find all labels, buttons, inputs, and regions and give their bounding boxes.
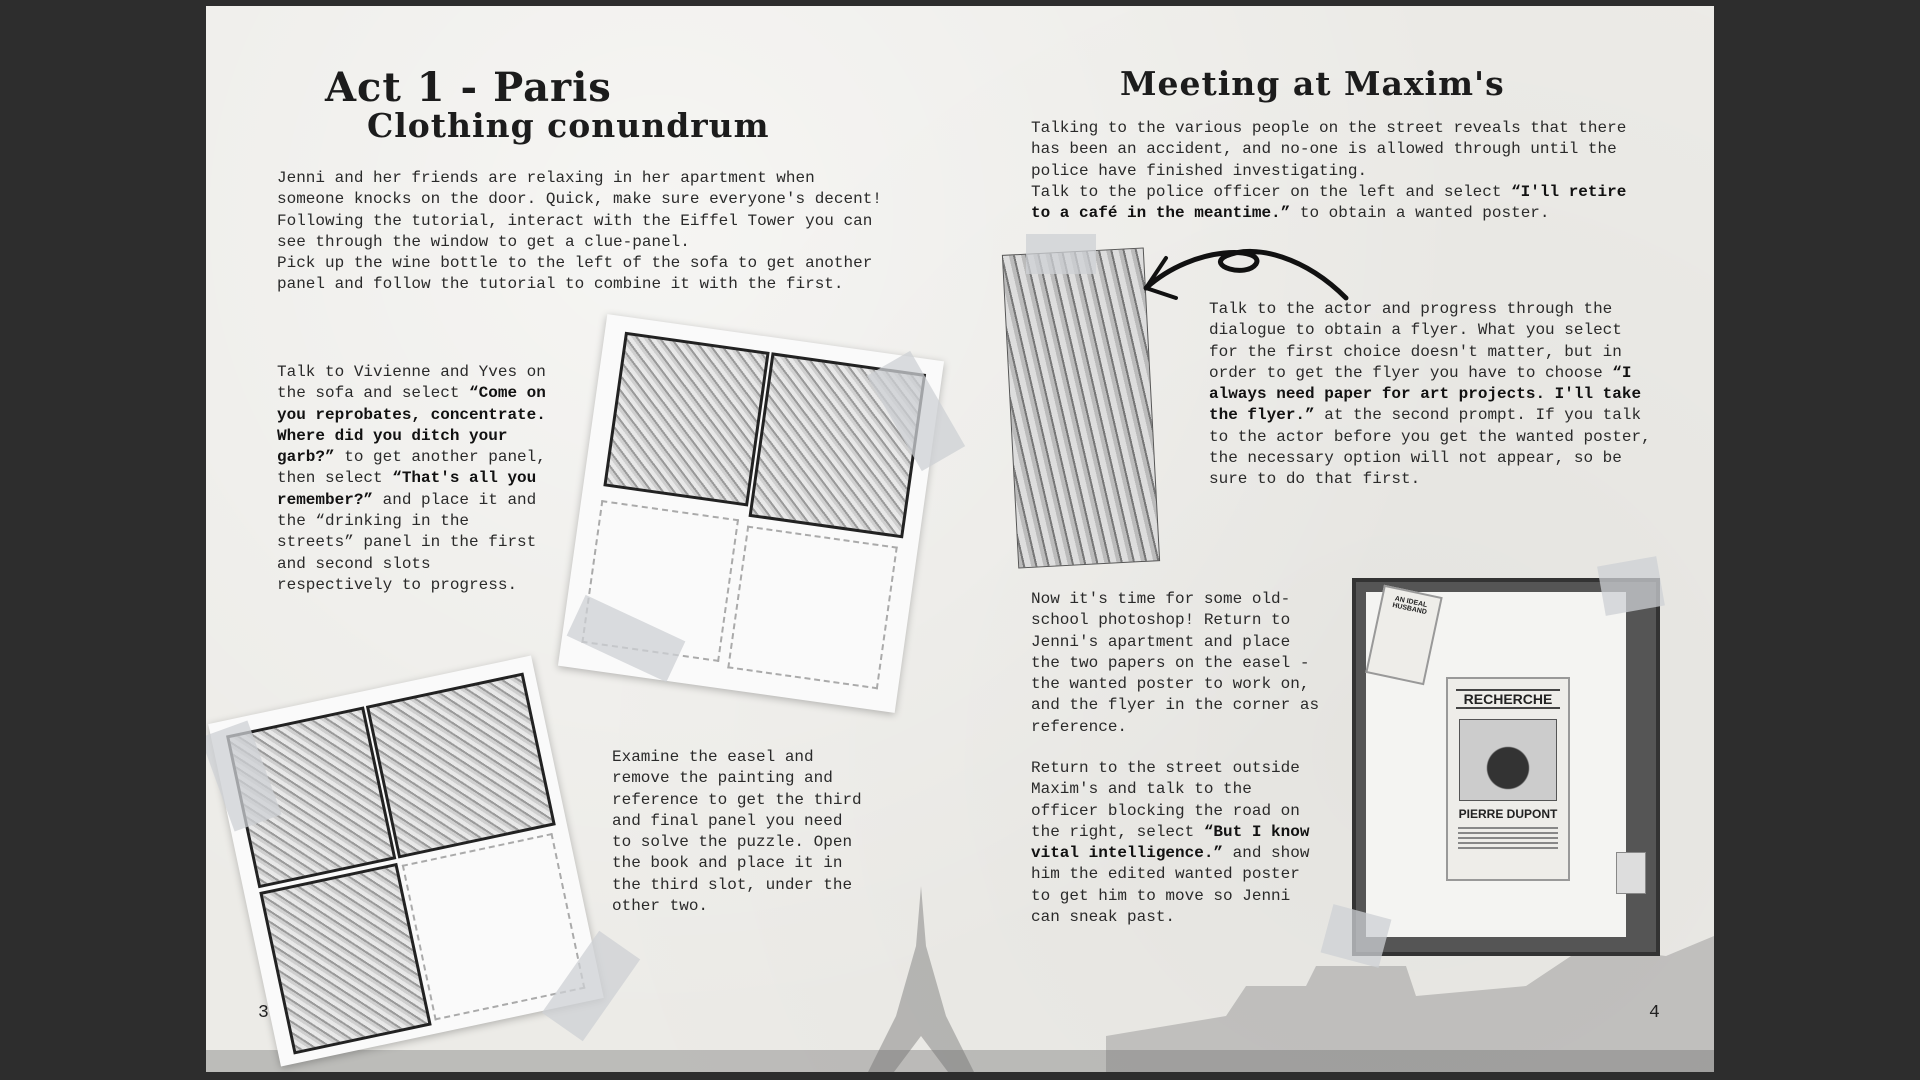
text-segment: Return to the street outside Maxim's and talk to the officer blocking the road on the right, select: [1031, 759, 1300, 841]
dialogue-choice: “I'll retire to a café in the meantime.”: [1031, 182, 1627, 223]
dialogue-choice: “But I know vital intelligence.”: [1031, 822, 1310, 863]
wanted-poster: [1446, 677, 1570, 881]
tape: [1597, 556, 1665, 616]
poster-name: PIERRE DUPONT: [1458, 807, 1558, 821]
text-segment: at the second prompt. If you talk to the actor before you get the wanted poster, the necessary option will not appear, so be sure to do that first.: [1209, 406, 1651, 489]
poster-portrait: [1459, 719, 1557, 801]
flyer-heading: AN IDEAL HUSBAND: [1391, 595, 1428, 617]
drinking-streets-panel: [366, 672, 556, 858]
text-segment: Now it's time for some old-school photoshop! Return to Jenni's apartment and place the two papers on the easel - the wanted poster to work on, and the flyer in the corner as reference.: [1031, 590, 1320, 736]
guide-spread: [206, 6, 1714, 1072]
cinema-panel: [603, 332, 769, 507]
dialogue-choice: “I always need paper for art projects. I'll take the flyer.”: [1209, 363, 1642, 425]
painting-panel: [259, 863, 431, 1055]
actor-paragraph: [1209, 299, 1654, 491]
text-segment: to get another panel, then select: [277, 448, 546, 488]
poster-heading: RECHERCHE: [1456, 689, 1560, 709]
act-title: Act 1 - Paris: [325, 64, 612, 111]
text-segment: Talking to the various people on the street reveals that there has been an accident, and no-one is allowed through until the police have finished investigating. Talk to the police officer on the left and select: [1031, 119, 1627, 201]
text-segment: Talk to the actor and progress through the dialogue to obtain a flyer. What you select for the first choice doesn't matter, but in order to get the flyer you have to choose: [1209, 300, 1622, 382]
street-paragraph: [1031, 118, 1641, 224]
officer-paragraph: [1031, 758, 1321, 928]
text-segment: and show him the edited wanted poster to get him to move so Jenni can sneak past.: [1031, 844, 1310, 927]
text-segment: Jenni and her friends are relaxing in her apartment when someone knocks on the door. Quick, make sure everyone's decent! Following the tutorial, interact with the Eiffel Tower you can see through the window to get a clue-panel. Pick up the wine bottle to the left of the sofa to get another panel and follow the tutorial to combine it with the first.: [277, 169, 882, 294]
text-segment: and place it and the “drinking in the streets” panel in the first and second slots respectively to progress.: [277, 490, 537, 594]
dialogue-choice: “Come on you reprobates, concentrate. Where did you ditch your garb?”: [277, 384, 546, 467]
text-segment: Talk to Vivienne and Yves on the sofa and select: [277, 363, 546, 403]
photoshop-paragraph: [1031, 589, 1321, 738]
page-number-left: 3: [258, 1003, 269, 1023]
section-title: Clothing conundrum: [367, 106, 770, 145]
poster-fine-print: [1458, 827, 1558, 851]
empty-slot: [727, 526, 898, 690]
city-skyline-background: [206, 1036, 1714, 1072]
sofa-paragraph: [277, 362, 547, 596]
dialogue-choice: “That's all you remember?”: [277, 469, 537, 509]
easel-image: [1352, 578, 1660, 956]
intro-paragraph: [277, 168, 887, 296]
page-number-right: 4: [1649, 1003, 1660, 1023]
pencil-cup: [1616, 852, 1646, 894]
arrow-icon: [1136, 238, 1356, 306]
text-segment: to obtain a wanted poster.: [1290, 204, 1550, 223]
easel-paragraph: [612, 747, 862, 917]
section-title: Meeting at Maxim's: [1120, 64, 1505, 103]
tape: [1026, 234, 1096, 274]
text-segment: Examine the easel and remove the painting and reference to get the third and final panel you need to solve the puzzle. Open the book and place it in the third slot, under the other two.: [612, 748, 862, 916]
